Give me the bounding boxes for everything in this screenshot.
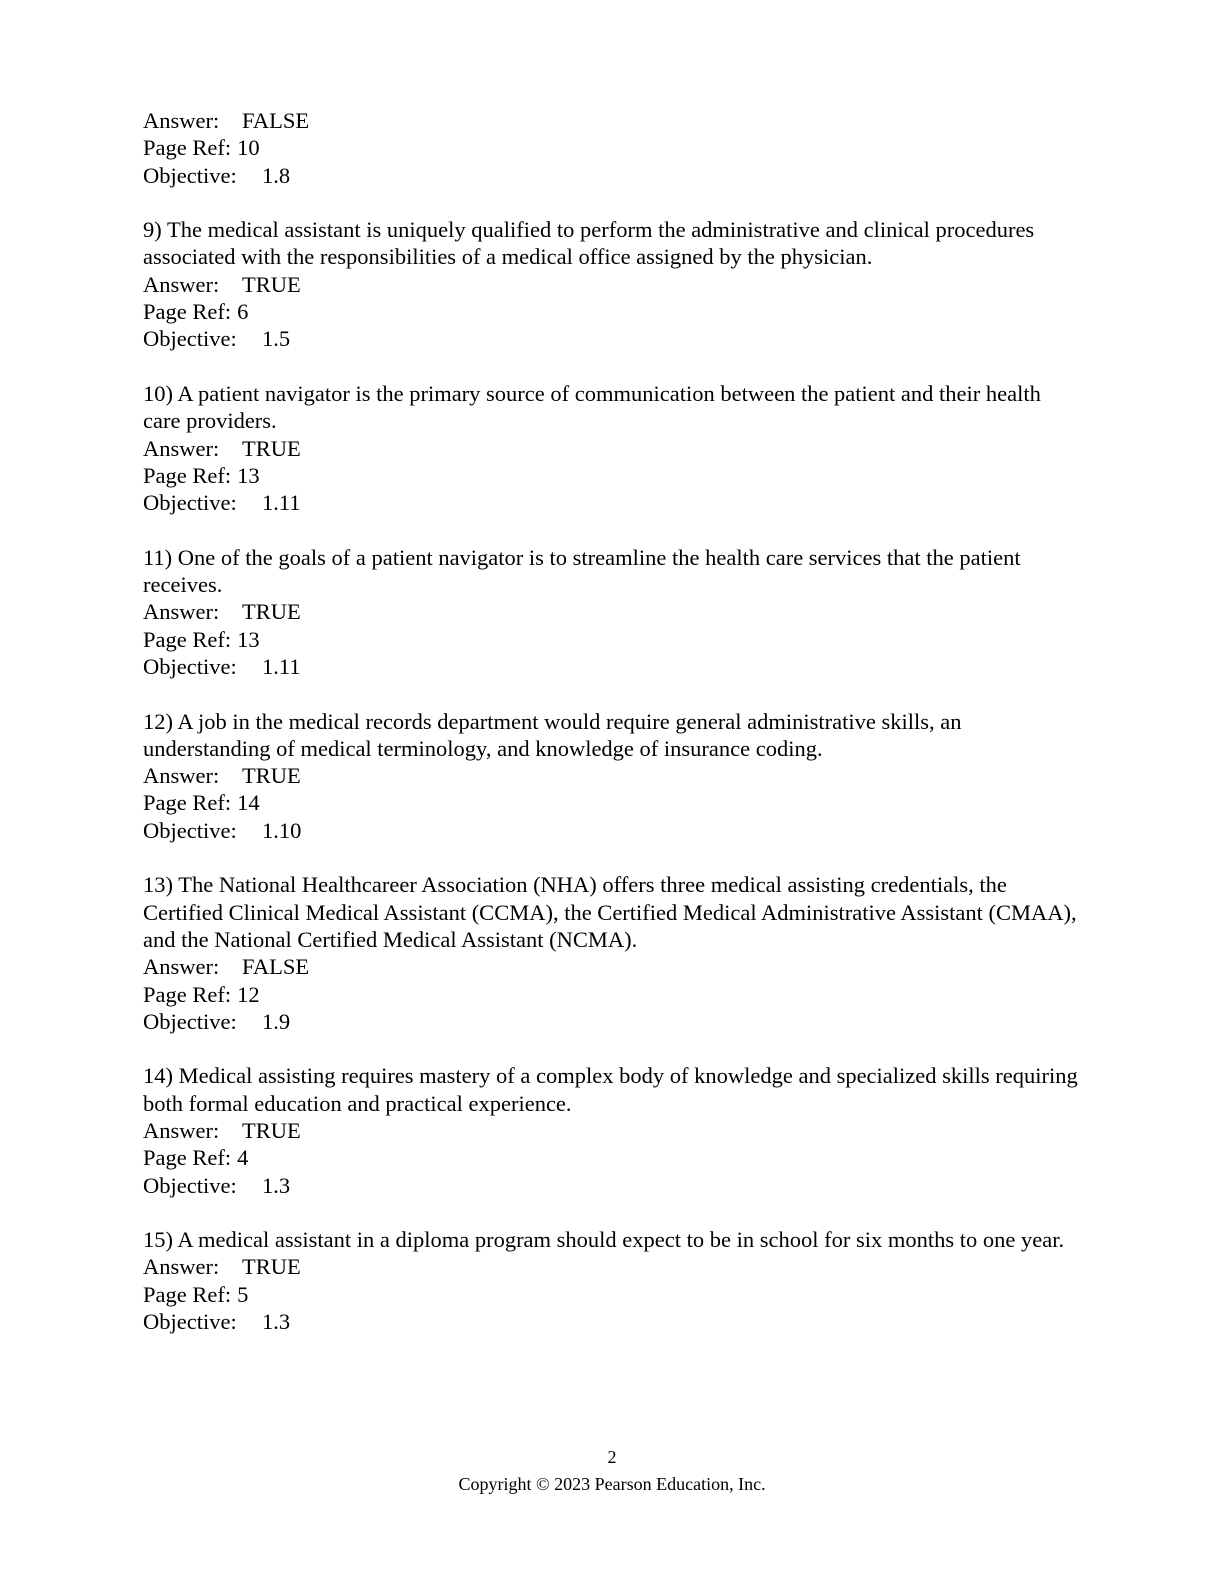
- objective-value: 1.9: [262, 1008, 291, 1034]
- question-item-10: [143, 380, 1083, 516]
- page-ref-label: Page Ref:: [143, 462, 232, 488]
- answer-line: [143, 107, 1083, 134]
- page-ref-value: 14: [237, 790, 260, 816]
- answer-label: Answer:: [143, 435, 220, 461]
- page-ref-value: 5: [237, 1281, 249, 1307]
- objective-value: 1.5: [262, 326, 291, 352]
- page-ref-value: 6: [237, 299, 249, 325]
- page-ref-value: 10: [237, 135, 260, 161]
- objective-value: 1.10: [262, 817, 302, 843]
- answer-line: [143, 435, 1083, 462]
- objective-line: [143, 1172, 1083, 1199]
- question-item-8-tail: [143, 107, 1083, 189]
- objective-label: Objective:: [143, 490, 237, 516]
- objective-line: [143, 817, 1083, 844]
- objective-label: Objective:: [143, 817, 237, 843]
- objective-label: Objective:: [143, 162, 237, 188]
- page-ref-label: Page Ref:: [143, 981, 232, 1007]
- page-ref-line: [143, 1144, 1083, 1171]
- objective-line: [143, 325, 1083, 352]
- question-text: 12) A job in the medical records department would require general administrative skills, an understanding of medical terminology, and knowledge of insurance coding.: [143, 708, 968, 761]
- page-ref-value: 12: [237, 981, 260, 1007]
- page-ref-line: [143, 981, 1083, 1008]
- answer-label: Answer:: [143, 954, 220, 980]
- answer-line: [143, 953, 1083, 980]
- page-number: 2: [607, 1447, 617, 1467]
- copyright-notice: Copyright © 2023 Pearson Education, Inc.: [458, 1474, 766, 1494]
- objective-line: [143, 1008, 1083, 1035]
- page-ref-value: 13: [237, 626, 260, 652]
- objective-label: Objective:: [143, 326, 237, 352]
- page-ref-line: [143, 462, 1083, 489]
- answer-value: FALSE: [242, 954, 310, 980]
- question-text: 15) A medical assistant in a diploma program should expect to be in school for six months to one year.: [143, 1227, 1065, 1253]
- page-ref-label: Page Ref:: [143, 1281, 232, 1307]
- question-text: 13) The National Healthcareer Association (NHA) offers three medical assisting credentials, the Certified Clinical Medical Assistant (CCMA), the Certified Medical Administrative Assistant (CMAA), and the National Certified Medical Assistant (NCMA).: [143, 872, 1083, 952]
- page-ref-label: Page Ref:: [143, 790, 232, 816]
- answer-label: Answer:: [143, 763, 220, 789]
- answer-label: Answer:: [143, 599, 220, 625]
- answer-value: TRUE: [242, 1254, 301, 1280]
- page-ref-value: 13: [237, 462, 260, 488]
- answer-value: TRUE: [242, 271, 301, 297]
- page-ref-label: Page Ref:: [143, 1145, 232, 1171]
- page-ref-line: [143, 134, 1083, 161]
- question-text: 9) The medical assistant is uniquely qualified to perform the administrative and clinical procedures associated with the responsibilities of a medical office assigned by the physician.: [143, 217, 1040, 270]
- answer-label: Answer:: [143, 1117, 220, 1143]
- objective-label: Objective:: [143, 1008, 237, 1034]
- objective-value: 1.11: [262, 490, 301, 516]
- answer-value: TRUE: [242, 1117, 301, 1143]
- answer-label: Answer:: [143, 108, 220, 133]
- objective-line: [143, 653, 1083, 680]
- answer-line: [143, 762, 1083, 789]
- answer-label: Answer:: [143, 1254, 220, 1280]
- page-ref-label: Page Ref:: [143, 299, 232, 325]
- answer-value: TRUE: [242, 599, 301, 625]
- question-item-15: [143, 1226, 1083, 1335]
- objective-label: Objective:: [143, 1309, 237, 1335]
- page-ref-line: [143, 789, 1083, 816]
- answer-line: [143, 1117, 1083, 1144]
- question-item-14: [143, 1062, 1083, 1198]
- question-text: 11) One of the goals of a patient navigator is to streamline the health care services that the patient receives.: [143, 544, 1027, 598]
- question-item-12: [143, 708, 1083, 844]
- objective-value: 1.3: [262, 1309, 291, 1335]
- question-item-13: [143, 871, 1083, 1035]
- answer-line: [143, 598, 1083, 625]
- page-ref-label: Page Ref:: [143, 135, 232, 161]
- objective-label: Objective:: [143, 653, 237, 679]
- question-item-11: [143, 544, 1083, 680]
- answer-label: Answer:: [143, 271, 220, 297]
- answer-value: FALSE: [242, 108, 310, 133]
- page-ref-line: [143, 626, 1083, 653]
- objective-value: 1.11: [262, 653, 301, 679]
- answer-value: TRUE: [242, 763, 301, 789]
- question-list: [143, 107, 1083, 1363]
- objective-value: 1.3: [262, 1172, 291, 1198]
- page-ref-line: [143, 1281, 1083, 1308]
- page-ref-label: Page Ref:: [143, 626, 232, 652]
- objective-label: Objective:: [143, 1172, 237, 1198]
- page-ref-value: 4: [237, 1145, 249, 1171]
- objective-line: [143, 162, 1083, 189]
- objective-line: [143, 1308, 1083, 1335]
- page-ref-line: [143, 298, 1083, 325]
- answer-line: [143, 1253, 1083, 1280]
- objective-value: 1.8: [262, 162, 291, 188]
- answer-value: TRUE: [242, 435, 301, 461]
- answer-line: [143, 271, 1083, 298]
- question-text: 10) A patient navigator is the primary source of communication between the patient and their health care providers.: [143, 380, 1047, 434]
- question-item-9: [143, 216, 1083, 352]
- objective-line: [143, 489, 1083, 516]
- question-text: 14) Medical assisting requires mastery of a complex body of knowledge and specialized skills requiring both formal education and practical experience.: [143, 1063, 1084, 1116]
